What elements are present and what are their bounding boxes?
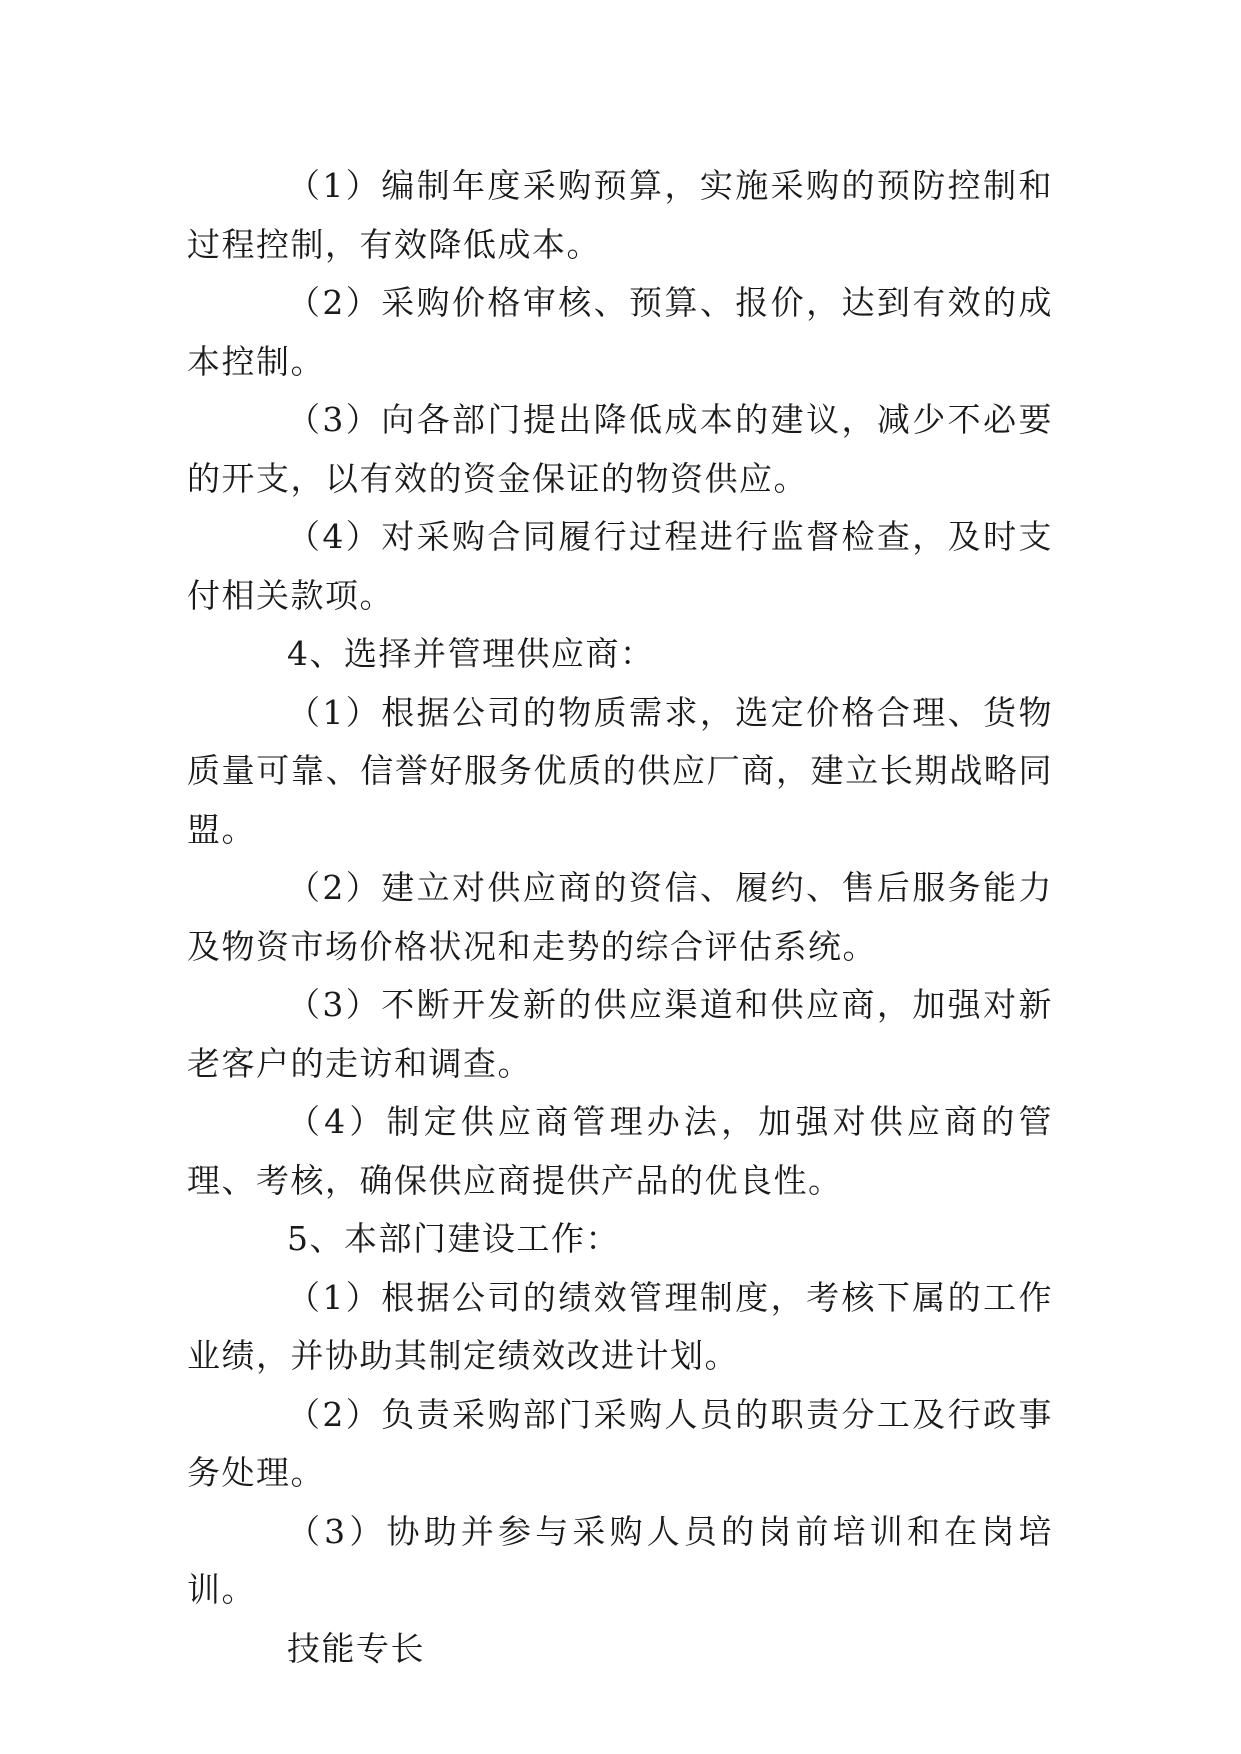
paragraph-training: （3）协助并参与采购人员的岗前培训和在岗培训。 (187, 1511, 1053, 1609)
document-body (187, 157, 1053, 1678)
section-heading-department: 5、本部门建设工作： (287, 1219, 620, 1258)
paragraph-budget-control: （1）编制年度采购预算，实施采购的预防控制和过程控制，有效降低成本。 (187, 166, 1053, 264)
paragraph-cost-suggestions: （3）向各部门提出降低成本的建议，减少不必要的开支，以有效的资金保证的物资供应。 (187, 400, 1053, 498)
paragraph-supplier-evaluation: （2）建立对供应商的资信、履约、售后服务能力及物资市场价格状况和走势的综合评估系统。 (187, 868, 1053, 966)
section-heading-suppliers: 4、选择并管理供应商： (287, 634, 655, 673)
paragraph-performance: （1）根据公司的绩效管理制度，考核下属的工作业绩，并协助其制定绩效改进计划。 (187, 1277, 1053, 1375)
paragraph-price-review: （2）采购价格审核、预算、报价，达到有效的成本控制。 (187, 283, 1053, 381)
paragraph-staff-duties: （2）负责采购部门采购人员的职责分工及行政事务处理。 (187, 1394, 1053, 1492)
paragraph-contract-supervision: （4）对采购合同履行过程进行监督检查，及时支付相关款项。 (187, 517, 1053, 615)
paragraph-supplier-management: （4）制定供应商管理办法，加强对供应商的管理、考核，确保供应商提供产品的优良性。 (187, 1102, 1053, 1200)
paragraph-new-channels: （3）不断开发新的供应渠道和供应商，加强对新老客户的走访和调查。 (187, 985, 1053, 1083)
section-heading-skills: 技能专长 (287, 1628, 425, 1668)
paragraph-select-suppliers: （1）根据公司的物质需求，选定价格合理、货物质量可靠、信誉好服务优质的供应厂商，建立长期战略同盟。 (187, 692, 1053, 849)
